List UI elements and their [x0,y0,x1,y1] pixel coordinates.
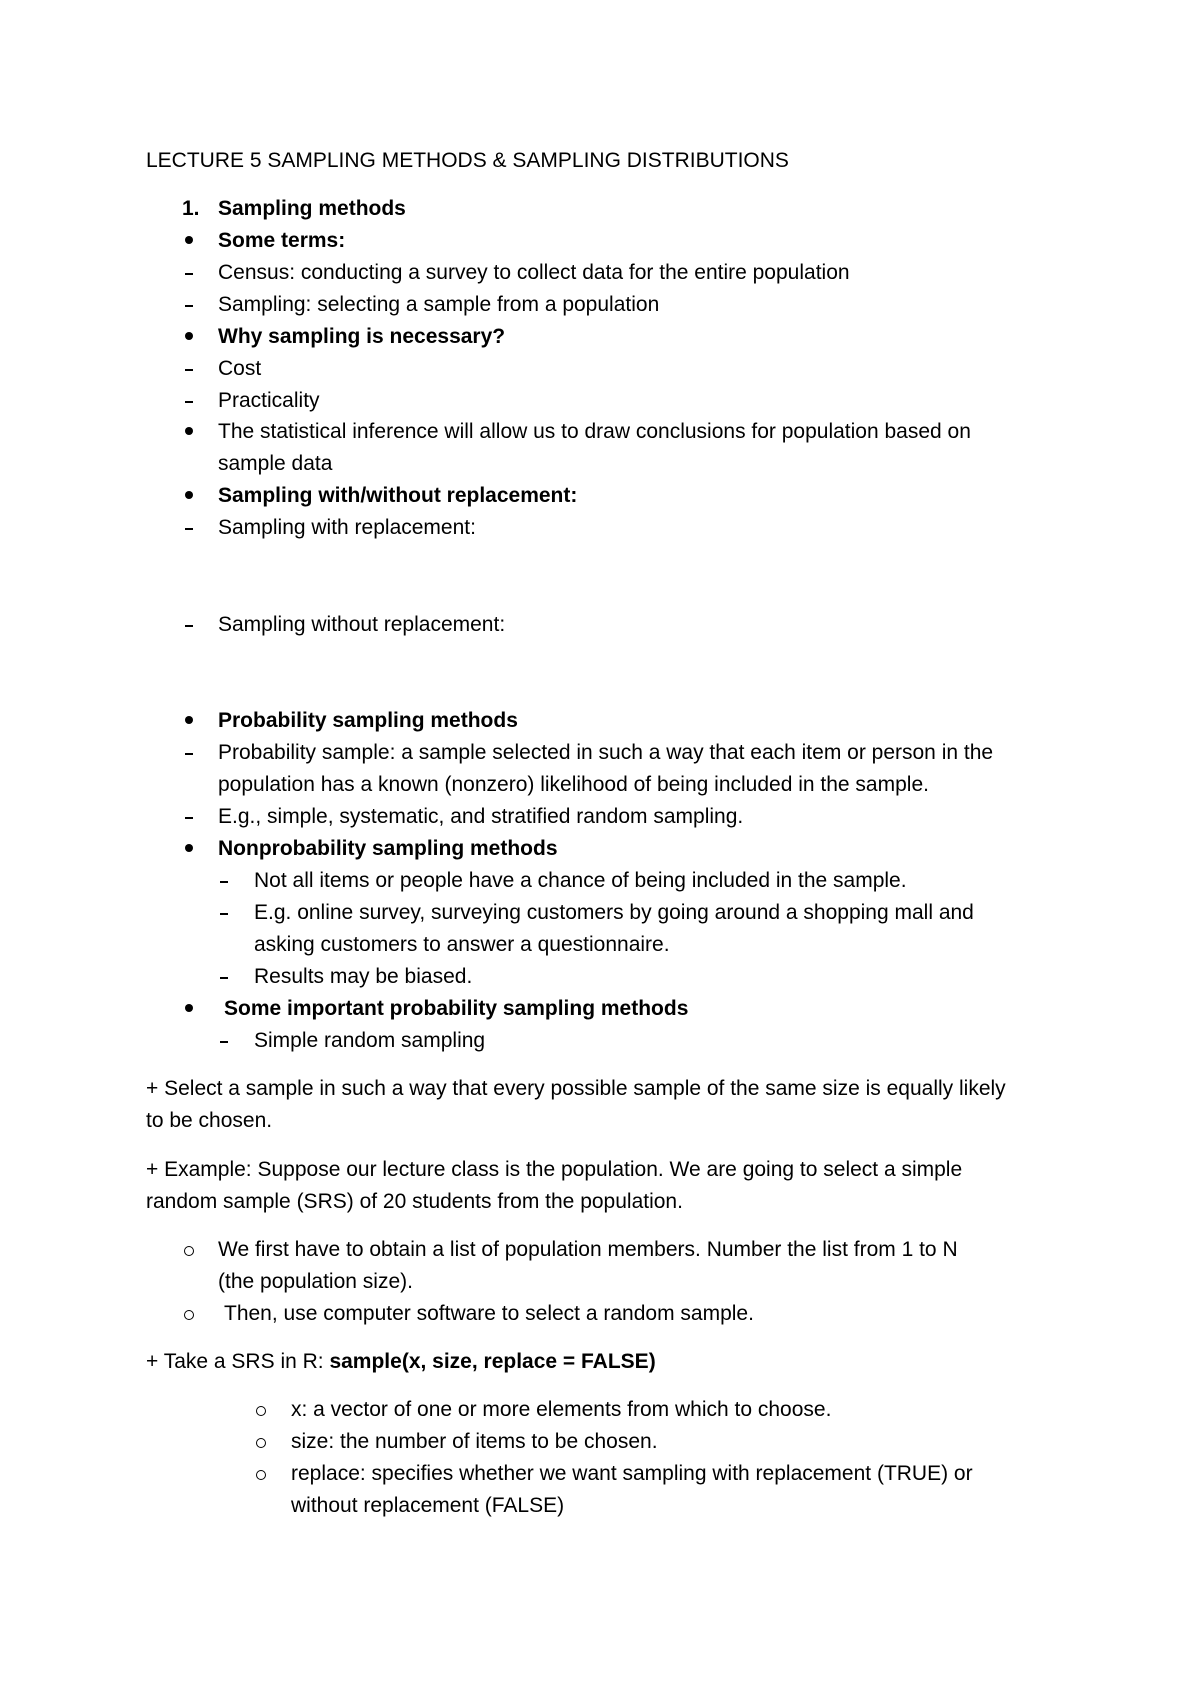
list-item: Sampling with replacement: [218,516,476,539]
list-item: Not all items or people have a chance of being included in the sample. [254,869,907,892]
r-command-prefix: + Take a SRS in R: [146,1350,330,1373]
circle-bullet-icon [256,1470,266,1480]
bullet-icon [185,491,193,499]
list-item: Probability sample: a sample selected in such a way that each item or person in the [218,741,994,764]
bullet-icon [185,716,193,724]
list-item: E.g., simple, systematic, and stratified random sampling. [218,805,744,828]
list-item: Results may be biased. [254,965,473,988]
list-item: We first have to obtain a list of population members. Number the list from 1 to N [218,1238,958,1261]
list-item: E.g. online survey, surveying customers by going around a shopping mall and [254,901,974,924]
circle-bullet-icon [184,1310,194,1320]
paragraph-line: + Example: Suppose our lecture class is the population. We are going to select a simple [146,1158,963,1181]
list-item: Practicality [218,389,320,412]
document-title: LECTURE 5 SAMPLING METHODS & SAMPLING DISTRIBUTIONS [146,149,789,172]
paragraph-line: to be chosen. [146,1109,273,1132]
dash-icon [185,305,193,307]
dash-icon [220,977,228,979]
dash-icon [220,913,228,915]
r-command-code: sample(x, size, replace = FALSE) [329,1350,656,1373]
dash-icon [185,369,193,371]
dash-icon [220,1041,228,1043]
list-item-continuation: without replacement (FALSE) [291,1494,565,1517]
dash-icon [185,401,193,403]
list-item: The statistical inference will allow us to draw conclusions for population based on [218,420,971,443]
section-heading: Sampling methods [218,197,406,220]
dash-icon [220,881,228,883]
dash-icon [185,625,193,627]
bullet-icon [185,427,193,435]
list-item: Sampling without replacement: [218,613,506,636]
list-item: Sampling: selecting a sample from a population [218,293,660,316]
dash-icon [185,817,193,819]
replacement-heading: Sampling with/without replacement: [218,484,578,507]
list-item: Simple random sampling [254,1029,486,1052]
list-item-continuation: (the population size). [218,1270,413,1293]
dash-icon [185,273,193,275]
list-item: replace: specifies whether we want sampling with replacement (TRUE) or [291,1462,973,1485]
nonprobability-heading: Nonprobability sampling methods [218,837,558,860]
paragraph-line: + Select a sample in such a way that every possible sample of the same size is equally likely [146,1077,1006,1100]
list-item-continuation: sample data [218,452,333,475]
bullet-icon [185,332,193,340]
why-heading: Why sampling is necessary? [218,325,506,348]
list-item: Then, use computer software to select a random sample. [224,1302,754,1325]
list-item: Census: conducting a survey to collect data for the entire population [218,261,850,284]
list-item-continuation: population has a known (nonzero) likelihood of being included in the sample. [218,773,929,796]
bullet-icon [185,1004,193,1012]
bullet-icon [185,236,193,244]
circle-bullet-icon [256,1438,266,1448]
bullet-icon [185,844,193,852]
important-heading: Some important probability sampling methods [224,997,689,1020]
dash-icon [185,528,193,530]
terms-heading: Some terms: [218,229,346,252]
circle-bullet-icon [256,1406,266,1416]
dash-icon [185,753,193,755]
list-item: x: a vector of one or more elements from which to choose. [291,1398,832,1421]
paragraph-line: random sample (SRS) of 20 students from the population. [146,1190,683,1213]
list-item: size: the number of items to be chosen. [291,1430,658,1453]
probability-heading: Probability sampling methods [218,709,518,732]
section-number: 1. [182,197,200,220]
r-command-line [146,1349,656,1375]
circle-bullet-icon [184,1246,194,1256]
list-item: Cost [218,357,262,380]
list-item-continuation: asking customers to answer a questionnaire. [254,933,670,956]
